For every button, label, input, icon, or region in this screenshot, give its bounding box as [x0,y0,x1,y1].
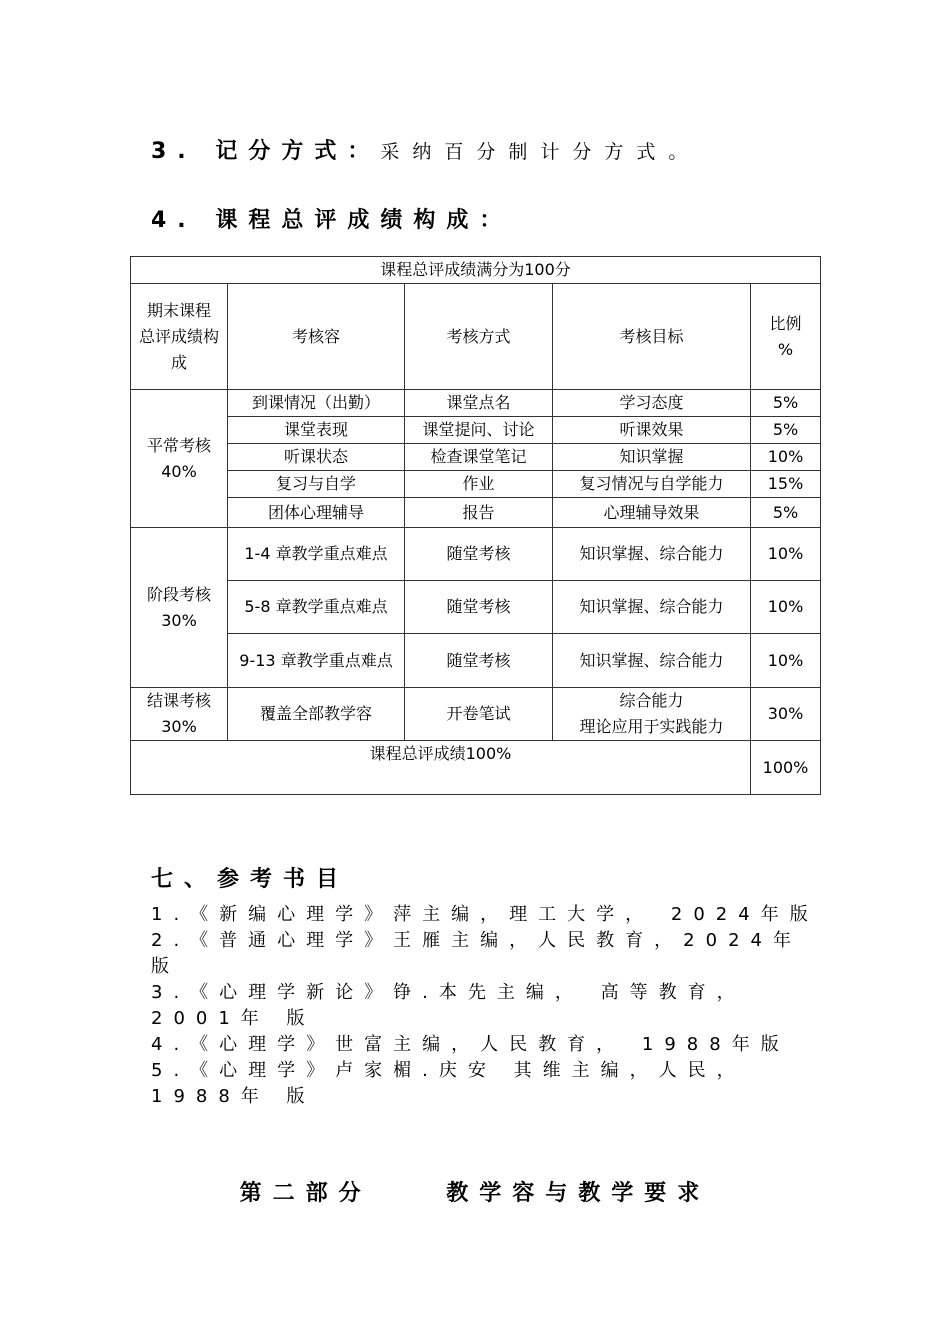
total-ratio: 100% [751,741,821,795]
group-final-label: 结课考核30% [131,688,228,741]
row-method: 随堂考核 [405,581,553,634]
header-composition: 期末课程 总评成绩构成 [131,284,228,390]
row-goal: 学习态度 [553,390,751,417]
row-goal: 心理辅导效果 [553,498,751,528]
row-ratio: 15% [751,471,821,498]
row-content: 团体心理辅导 [228,498,405,528]
row-content: 到课情况（出勤） [228,390,405,417]
row-method: 作业 [405,471,553,498]
row-content: 1-4 章教学重点难点 [228,528,405,581]
total-label: 课程总评成绩100% [131,741,751,795]
header-ratio: 比例 % [751,284,821,390]
reference-item: 1.《新编心理学》萍主编，理工大学， 2024年版 [151,904,819,925]
row-content: 9-13 章教学重点难点 [228,634,405,688]
row-method: 课堂点名 [405,390,553,417]
table-row [131,498,821,528]
row-content: 课堂表现 [228,417,405,444]
header-goal: 考核目标 [553,284,751,390]
row-ratio: 10% [751,634,821,688]
header-content: 考核容 [228,284,405,390]
reference-item: 5.《心理学》卢家楣.庆安 其维主编，人民， 1988年 版 [151,1060,746,1107]
row-ratio: 30% [751,688,821,741]
row-goal: 复习情况与自学能力 [553,471,751,498]
section-4-label: 4. 课程总评成绩构成： [151,208,513,233]
table-title: 课程总评成绩满分为100分 [131,257,821,284]
grade-composition-table [130,256,821,795]
row-goal: 知识掌握 [553,444,751,471]
table-total-row [131,741,821,795]
header-method: 考核方式 [405,284,553,390]
row-method: 随堂考核 [405,528,553,581]
table-title-row [131,257,821,284]
section-3-label: 3. 记分方式： [151,139,381,164]
row-goal: 知识掌握、综合能力 [553,581,751,634]
row-ratio: 10% [751,444,821,471]
section-3-value: 采纳百分制计分方式。 [380,141,701,163]
table-header-row [131,284,821,390]
section-4-heading [151,203,512,234]
reference-item: 2.《普通心理学》王雁主编，人民教育，2024年 版 [151,930,802,977]
part-2-title: 第二部分 教学容与教学要求 [239,1181,711,1206]
table-row [131,417,821,444]
row-ratio: 5% [751,498,821,528]
table-row [131,688,821,741]
reference-list [151,902,821,1110]
group-regular-label: 平常考核40% [131,390,228,528]
row-ratio: 5% [751,417,821,444]
row-content: 听课状态 [228,444,405,471]
table-row [131,528,821,581]
reference-item: 4.《心理学》世富主编，人民教育， 1988年版 [151,1034,790,1055]
section-3-scoring [151,134,700,165]
row-goal: 综合能力 理论应用于实践能力 [553,688,751,741]
row-content: 覆盖全部教学容 [228,688,405,741]
group-stage-label: 阶段考核 30% [131,528,228,688]
row-method: 检查课堂笔记 [405,444,553,471]
table-row [131,471,821,498]
row-goal: 知识掌握、综合能力 [553,634,751,688]
table-row [131,581,821,634]
section-7-title: 七、参考书目 [151,867,350,892]
row-content: 5-8 章教学重点难点 [228,581,405,634]
row-ratio: 10% [751,581,821,634]
row-goal: 知识掌握、综合能力 [553,528,751,581]
row-ratio: 10% [751,528,821,581]
table-row [131,634,821,688]
row-method: 随堂考核 [405,634,553,688]
row-ratio: 5% [751,390,821,417]
row-method: 课堂提问、讨论 [405,417,553,444]
table-row [131,390,821,417]
row-method: 报告 [405,498,553,528]
row-method: 开卷笔试 [405,688,553,741]
table-row [131,444,821,471]
row-goal: 听课效果 [553,417,751,444]
reference-item: 3.《心理学新论》铮.本先主编， 高等教育，2001年 版 [151,982,746,1029]
row-content: 复习与自学 [228,471,405,498]
